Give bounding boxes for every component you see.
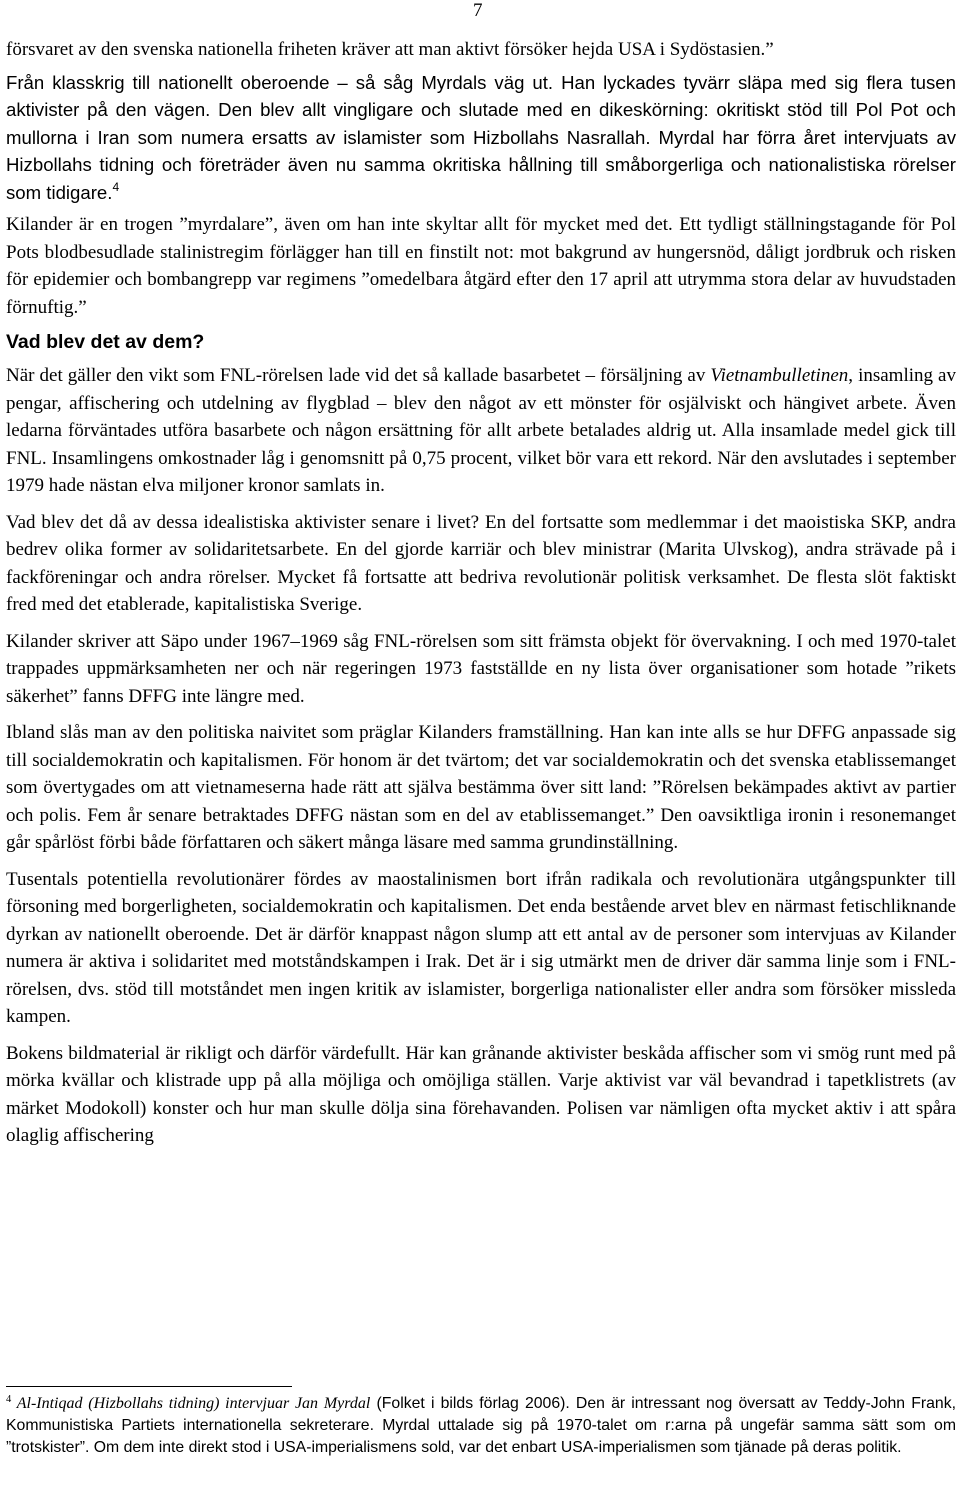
paragraph-4 bbox=[6, 362, 956, 500]
paragraph-8: Tusentals potentiella revolutionärer fördes av maostalinismen bort ifrån radikala och revolutionära utgångspunkter till försoning med borgerligheten, socialdemokratin och kapitalismen. Det enda bestående arvet blev en närmast fetischliknande dyrkan av nationellt oberoende. Det är därför knappast någon slump att ett antal av de personer som intervjuas av Kilander numera är aktiva i solidaritet med motståndskampen i Irak. Det är i sig utmärkt men de driver där samma linje som i FNL-rörelsen, dvs. stöd till motståndet men ingen kritik av islamister, borgerliga nationalister eller andra som försöker missleda kampen. bbox=[6, 868, 956, 1027]
article-body bbox=[6, 36, 956, 1159]
paragraph-2 bbox=[6, 69, 956, 207]
footnote-text: (Folket i bilds förlag 2006). Den är intressant nog översatt av Teddy-John Frank, Kommunistiska Partiets internationella sekreterare. Myrdal uttalade sig på 1970-talet om r:arna på ungefär samma sätt som om ”trotskister”. Om dem inte direkt stod i USA-imperialismens sold, var det enbart USA-imperialismen som tjänade på deras politik. bbox=[6, 1395, 956, 1456]
paragraph-7: Ibland slås man av den politiska naivitet som präglar Kilanders framställning. Han kan inte alls se hur DFFG anpassade sig till socialdemokratin och kapitalismen. För honom är det tvärtom; det var socialdemokratin och det svenska etablissemanget som övertygades om att vietnameserna hade rätt att själva bestämma över sitt land: ”Rörelsen bekämpades aktivt av partier och polis. Fem år senare betraktades DFFG nästan som en del av etablissemanget.” Den oavsiktliga ironin i resonemanget går spårlöst förbi både författaren och säkert många läsare med samma grundinställning. bbox=[6, 722, 956, 853]
footnote-title: Al-Intiqad (Hizbollahs tidning) intervjuar Jan Myrdal bbox=[11, 1395, 371, 1412]
section-heading: Vad blev det av dem? bbox=[6, 331, 205, 353]
paragraph-6: Kilander skriver att Säpo under 1967–1969 såg FNL-rörelsen som sitt främsta objekt för övervakning. I och med 1970-talet trappades uppmärksamheten ner och när regeringen 1973 fastställde en ny lista över organisationer som hotade ”rikets säkerhet” fanns DFFG inte längre med. bbox=[6, 630, 956, 707]
footnote-reference: 4 bbox=[112, 179, 120, 194]
paragraph-9: Bokens bildmaterial är rikligt och därför värdefullt. Här kan grånande aktivister beskåda affischer som vi smög runt med på mörka kvällar och klistrade upp på alla möjliga och omöjliga ställen. Varje aktivist var väl bevandrad i tapetklistrets (av märket Modokoll) konster och hur man skulle dölja sina förehavanden. Polisen var nämligen ofta mycket aktiv i att spåra olaglig affischering bbox=[6, 1042, 956, 1146]
footnote-marker: 4 bbox=[6, 1394, 12, 1405]
paragraph-3: Kilander är en trogen ”myrdalare”, även om han inte skyltar allt för mycket med det. Ett tydligt ställningstagande för Pol Pots blodbesudlade stalinistregim förlägger han till en finstilt not: mot bakgrund av hungersnöd, dåligt jordbruk och risken för epidemier och bombangrepp var regimens ”omedelbara åtgärd efter den 17 april att utrymma stora delar av huvudstaden förnuftig.” bbox=[6, 214, 956, 318]
footnote bbox=[6, 1393, 956, 1459]
publication-title: Vietnambulletinen bbox=[710, 365, 849, 386]
paragraph-4-text-before: När det gäller den vikt som FNL-rörelsen lade vid det så kallade basarbetet – försäljning av bbox=[6, 365, 711, 386]
paragraph-4-text-after: , insamling av pengar, affischering och utdelning av flygblad – blev den något av ett mönster för osjälviskt och hängivet arbete. Även ledarna förväntades utföra basarbete och någon ersättning för allt arbete betalades aldrig ut. Alla insamlade medel gick till FNL. Insamlingens omkostnader låg i genomsnitt på 0,75 procent, vilket bör vara ett rekord. När den avslutades i september 1979 hade nästan elva miljoner kronor samlats in. bbox=[6, 365, 956, 496]
page-number: 7 bbox=[473, 0, 483, 21]
footnote-divider bbox=[6, 1386, 292, 1387]
paragraph-5: Vad blev det då av dessa idealistiska aktivister senare i livet? En del fortsatte som medlemmar i det maoistiska SKP, andra bedrev olika former av solidaritetsarbete. En del gjorde karriär och blev ministrar (Marita Ulvskog), andra strävade på i fackföreningar och andra rörelser. Mycket få fortsatte att bedriva revolutionär politisk verksamhet. De flesta slöt faktiskt fred med det etablerade, kapitalistiska Sverige. bbox=[6, 511, 956, 615]
paragraph-2-text: Från klasskrig till nationellt oberoende – så såg Myrdals väg ut. Han lyckades tyvärr släpa med sig flera tusen aktivister på den vägen. Den blev allt vingligare och slutade med en dikeskörning: okritiskt stöd till Pol Pot och mullorna i Iran som numera ersatts av islamister som Hizbollahs Nasrallah. Myrdal har förra året intervjuats av Hizbollahs tidning och företräder även nu samma okritiska hållning till småborgerliga och nationalistiska rörelser som tidigare. bbox=[6, 71, 956, 203]
paragraph-1: försvaret av den svenska nationella friheten kräver att man aktivt försöker hejda USA i Sydöstasien.” bbox=[6, 39, 774, 60]
